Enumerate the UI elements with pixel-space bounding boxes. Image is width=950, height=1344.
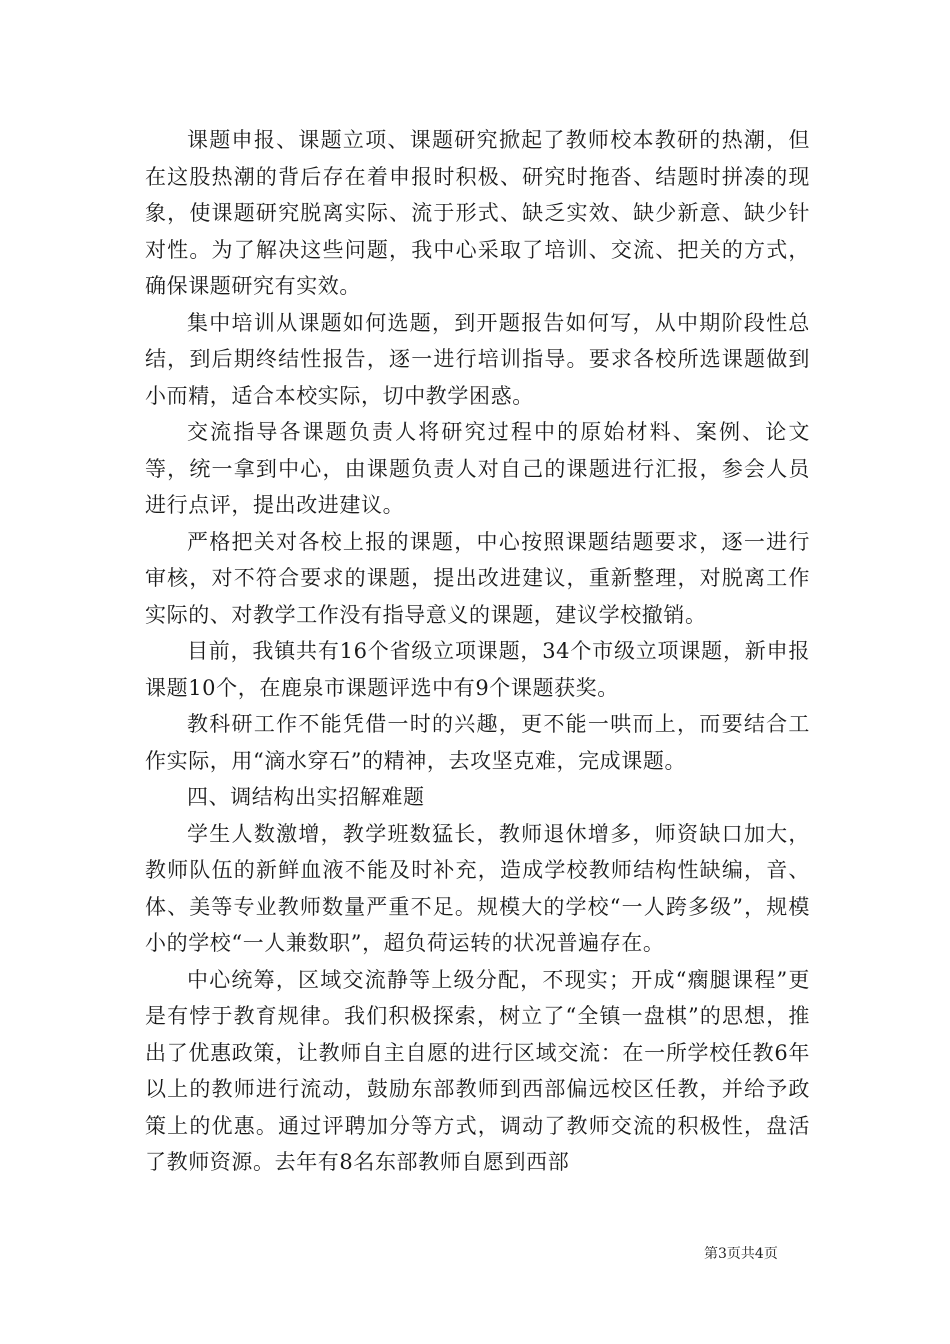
paragraph-research-attitude: 教科研工作不能凭借一时的兴趣，更不能一哄而上，而要结合工作实际，用“滴水穿石”的精神，去攻坚克难，完成课题。 <box>145 712 810 773</box>
paragraph-topic-research: 课题申报、课题立项、课题研究掀起了教师校本教研的热潮，但在这股热潮的背后存在着申报时积极、研究时拖沓、结题时拼凑的现象，使课题研究脱离实际、流于形式、缺乏实效、缺少新意、缺少针对性。为了解决这些问题，我中心采取了培训、交流、把关的方式，确保课题研究有实效。 <box>145 128 810 298</box>
page-number-footer: 第3页共4页 <box>704 1246 778 1262</box>
paragraph-exchange-guidance: 交流指导各课题负责人将研究过程中的原始材料、案例、论文等，统一拿到中心，由课题负责人对自己的课题进行汇报，参会人员进行点评，提出改进建议。 <box>145 420 810 517</box>
paragraph-current-status: 目前，我镇共有16个省级立项课题，34个市级立项课题，新申报课题10个，在鹿泉市课题评选中有9个课题获奖。 <box>145 639 810 700</box>
section-heading-four: 四、调结构出实招解难题 <box>187 785 425 809</box>
paragraph-teacher-shortage: 学生人数激增，教学班数猛长，教师退休增多，师资缺口加大，教师队伍的新鲜血液不能及时补充，造成学校教师结构性缺编，音、体、美等专业教师数量严重不足。规模大的学校“一人跨多级”，规模小的学校“一人兼数职”，超负荷运转的状况普遍存在。 <box>145 821 810 955</box>
paragraph-centralized-training: 集中培训从课题如何选题，到开题报告如何写，从中期阶段性总结，到后期终结性报告，逐一进行培训指导。要求各校所选课题做到小而精，适合本校实际，切中教学困惑。 <box>145 310 810 408</box>
paragraph-strict-review: 严格把关对各校上报的课题，中心按照课题结题要求，逐一进行审核，对不符合要求的课题，提出改进建议，重新整理，对脱离工作实际的、对教学工作没有指导意义的课题，建议学校撤销。 <box>145 529 810 627</box>
document-body <box>145 122 810 1181</box>
paragraph-regional-exchange: 中心统筹，区域交流静等上级分配，不现实；开成“瘸腿课程”更是有悖于教育规律。我们积极探索，树立了“全镇一盘棋”的思想，推出了优惠政策，让教师自主自愿的进行区域交流：在一所学校任教6年以上的教师进行流动，鼓励东部教师到西部偏远校区任教，并给予政策上的优惠。通过评聘加分等方式，调动了教师交流的积极性，盘活了教师资源。去年有8名东部教师自愿到西部 <box>145 967 810 1174</box>
